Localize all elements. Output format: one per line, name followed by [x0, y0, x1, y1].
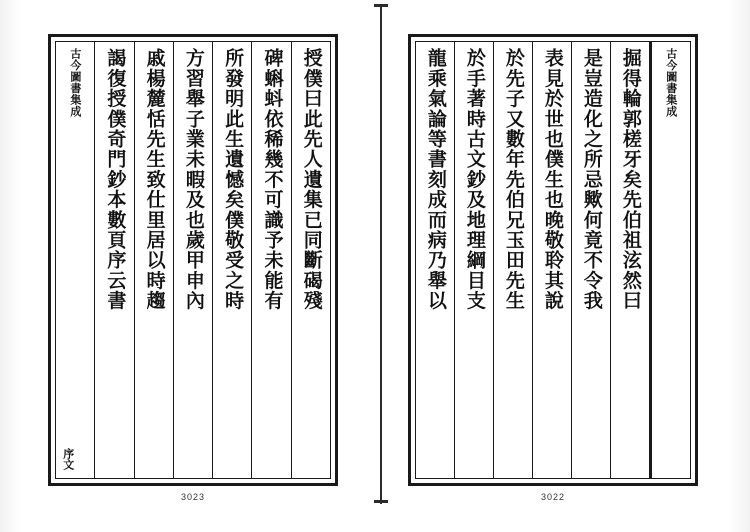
scan-edge-shading-left: [0, 0, 22, 532]
page-left-leaf: [48, 34, 338, 486]
text-column-l4: [173, 42, 212, 478]
column-text: 所發明此生遺憾矣僕敬受之時: [222, 48, 245, 311]
column-text: 方習舉子業未暇及也歲甲申內: [182, 48, 205, 311]
text-column-r3: [532, 42, 571, 478]
column-text: 於先子又數年先伯兄玉田先生: [502, 48, 525, 311]
page-left-text-frame: [55, 41, 331, 479]
column-text: 龍乘氣論等書刻成而病乃舉以: [424, 48, 447, 311]
column-banner-left: [56, 42, 94, 478]
folio-number-left: 3023: [180, 492, 206, 502]
folio-number-right: 3022: [540, 492, 566, 502]
column-text: 碑蝌蚪依稀幾不可識予未能有: [261, 48, 284, 311]
text-column-r2: [571, 42, 610, 478]
page-right-leaf: [408, 34, 698, 486]
banner-title-right: 古今圖書集成: [664, 48, 678, 117]
column-text: 掘得輪郭槎牙矣先伯祖泫然曰: [619, 48, 642, 311]
column-text: 戚楊麓恬先生致仕里居以時趨: [143, 48, 166, 311]
column-text: 授僕曰此先人遺集已同斷碣殘: [300, 48, 323, 311]
gutter-tick-top: [374, 4, 388, 7]
text-column-l2: [251, 42, 290, 478]
column-banner-right: [649, 42, 690, 478]
page-right-text-frame: [415, 41, 691, 479]
gutter-tick-bottom: [374, 500, 388, 503]
text-column-l3: [212, 42, 251, 478]
text-column-r6: [416, 42, 454, 478]
text-column-r5: [454, 42, 493, 478]
book-gutter-line: [380, 6, 382, 504]
column-text: 於手著時古文鈔及地理綱目支: [463, 48, 486, 311]
column-text: 表見於世也僕生也晚敬聆其說: [541, 48, 564, 311]
text-column-l1: [291, 42, 330, 478]
text-column-l6: [94, 42, 133, 478]
column-text: 謁復授僕奇門鈔本數頁序云書: [104, 48, 127, 311]
scan-edge-shading-right: [728, 0, 750, 532]
column-text: 是豈造化之所忌歟何竟不令我: [580, 48, 603, 311]
banner-title-left: 古今圖書集成: [68, 48, 82, 117]
text-column-l5: [134, 42, 173, 478]
text-column-r4: [493, 42, 532, 478]
side-note-left: [58, 448, 78, 470]
side-note-text: 序文: [61, 448, 75, 470]
text-column-r1: [610, 42, 649, 478]
